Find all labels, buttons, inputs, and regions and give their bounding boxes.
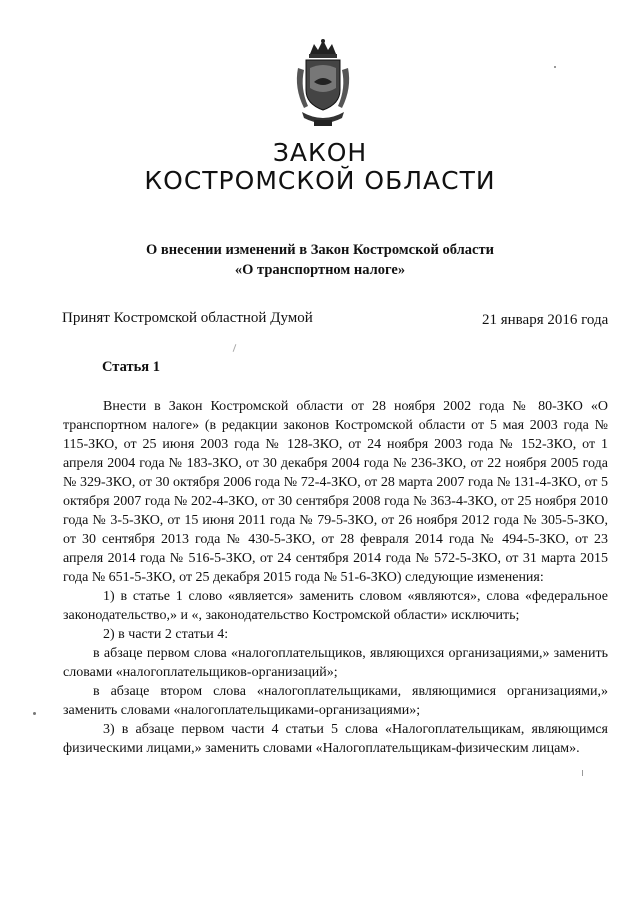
paragraph-item-1: 1) в статье 1 слово «является» заменить словом «являются», слова «федеральное законодательство,» и «, законодательство Костромской области» исключить; — [63, 589, 608, 623]
paragraph-item-3: 3) в абзаце первом части 4 статьи 5 слова «Налогоплательщикам, являющимся физическими лицами,» заменить словами «Налогоплательщикам-физическим лицам». — [63, 722, 608, 756]
paragraph-item-2-sub1: в абзаце первом слова «налогоплательщиков, являющихся организациями,» заменить словами «налогоплательщиков-организаций»; — [63, 646, 608, 680]
paragraph-item-2-sub2: в абзаце втором слова «налогоплательщиками, являющимися организациями,» заменить словами «налогоплательщиками-организациями»; — [63, 684, 608, 718]
paragraph-intro: Внести в Закон Костромской области от 28 ноября 2002 года № 80-ЗКО «О транспортном налоге» (в редакции законов Костромской области от 5 мая 2003 года № 115-ЗКО, от 25 июня 2003 года № 128-ЗКО, от 24 ноября 2003 года № 152-ЗКО, от 1 апреля 2004 года № 183-ЗКО, от 30 декабря 2004 года № 236-ЗКО, от 22 ноября 2005 года № 329-ЗКО, от 30 октября 2006 года № 72-4-ЗКО, от 28 марта 2007 года № 131-4-ЗКО, от 5 октября 2007 года № 202-4-ЗКО, от 30 сентября 2008 года № 363-4-ЗКО, от 25 ноября 2010 года № 3-5-ЗКО, от 15 июня 2011 года № 79-5-ЗКО, от 26 ноября 2012 года № 305-5-ЗКО, от 30 сентября 2013 года № 430-5-ЗКО, от 28 февраля 2014 года № 494-5-ЗКО, от 23 апреля 2014 года № 516-5-ЗКО, от 24 сентября 2014 года № 572-5-ЗКО, от 31 марта 2015 года № 651-5-ЗКО, от 25 декабря 2015 года № 51-6-ЗКО) следующие изменения: — [63, 399, 608, 585]
coat-of-arms-icon — [292, 38, 354, 130]
document-subtitle-line2: «О транспортном налоге» — [234, 262, 406, 278]
adopted-by: Принят Костромской областной Думой — [62, 310, 313, 326]
adopted-date: 21 января 2016 года — [482, 312, 609, 328]
scan-speck — [554, 66, 556, 68]
scan-speck — [582, 770, 583, 776]
article-heading: Статья 1 — [102, 359, 160, 375]
document-title-line2: КОСТРОМСКОЙ ОБЛАСТИ — [144, 166, 496, 195]
paragraph-item-2: 2) в части 2 статьи 4: — [103, 627, 229, 642]
document-title-line1: ЗАКОН — [272, 138, 368, 167]
article-body — [63, 397, 608, 758]
document-subtitle-line1: О внесении изменений в Закон Костромской области — [146, 242, 494, 258]
scan-speck — [33, 712, 36, 715]
scan-speck — [233, 344, 237, 352]
